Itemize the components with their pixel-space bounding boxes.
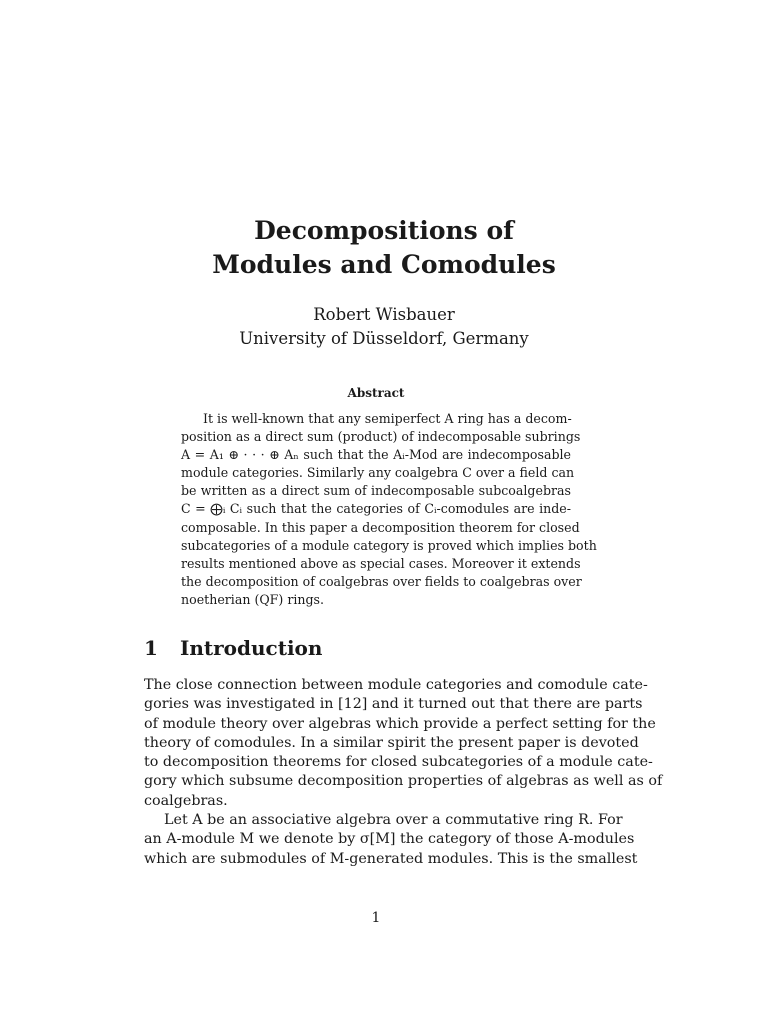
abstract-line: A = A₁ ⊕ · · · ⊕ Aₙ such that the Aᵢ-Mod are indecomposable: [181, 447, 571, 463]
abstract-line: results mentioned above as special cases. Moreover it extends: [181, 555, 581, 571]
paper-title: [0, 214, 768, 282]
abstract-line: module categories. Similarly any coalgebra C over a field can: [181, 465, 575, 481]
abstract-heading: Abstract: [347, 386, 405, 400]
abstract-body: [181, 410, 597, 609]
body-line: an A-module M we denote by σ[M] the category of those A-modules: [144, 831, 635, 848]
title-line-1: Decompositions of: [254, 216, 514, 245]
abstract-line: the decomposition of coalgebras over fields to coalgebras over: [181, 573, 582, 589]
author-affiliation: University of Düsseldorf, Germany: [239, 329, 529, 348]
body-line: The close connection between module categories and comodule cate-: [144, 677, 648, 693]
abstract-line: composable. In this paper a decomposition theorem for closed: [181, 519, 580, 535]
abstract-line: subcategories of a module category is proved which implies both: [181, 537, 597, 553]
body-line: which are submodules of M-generated modules. This is the smallest: [144, 850, 638, 867]
section-heading: [144, 636, 322, 660]
body-line: gory which subsume decomposition properties of algebras as well as of: [144, 773, 663, 790]
abstract-line: C = ⨁ᵢ Cᵢ such that the categories of Cᵢ-comodules are inde-: [181, 501, 571, 517]
body-line: of module theory over algebras which provide a perfect setting for the: [144, 715, 656, 732]
title-line-2: Modules and Comodules: [212, 250, 556, 279]
abstract-line: position as a direct sum (product) of indecomposable subrings: [181, 429, 581, 445]
page-number: 1: [371, 910, 381, 926]
body-line: to decomposition theorems for closed subcategories of a module cate-: [144, 754, 653, 771]
section-number: 1: [144, 636, 158, 660]
body-line: gories was investigated in [12] and it turned out that there are parts: [144, 696, 643, 713]
body-text: [144, 676, 663, 869]
section-title: Introduction: [180, 636, 323, 660]
author-block: [0, 303, 768, 351]
author-name: Robert Wisbauer: [313, 305, 455, 324]
abstract-line: be written as a direct sum of indecomposable subcoalgebras: [181, 483, 571, 499]
abstract-line: noetherian (QF) rings.: [181, 591, 325, 607]
body-line: theory of comodules. In a similar spirit the present paper is devoted: [144, 734, 639, 751]
body-line: Let A be an associative algebra over a commutative ring R. For: [164, 812, 623, 829]
body-line: coalgebras.: [144, 792, 228, 809]
abstract-line: It is well-known that any semiperfect A ring has a decom-: [203, 411, 572, 426]
